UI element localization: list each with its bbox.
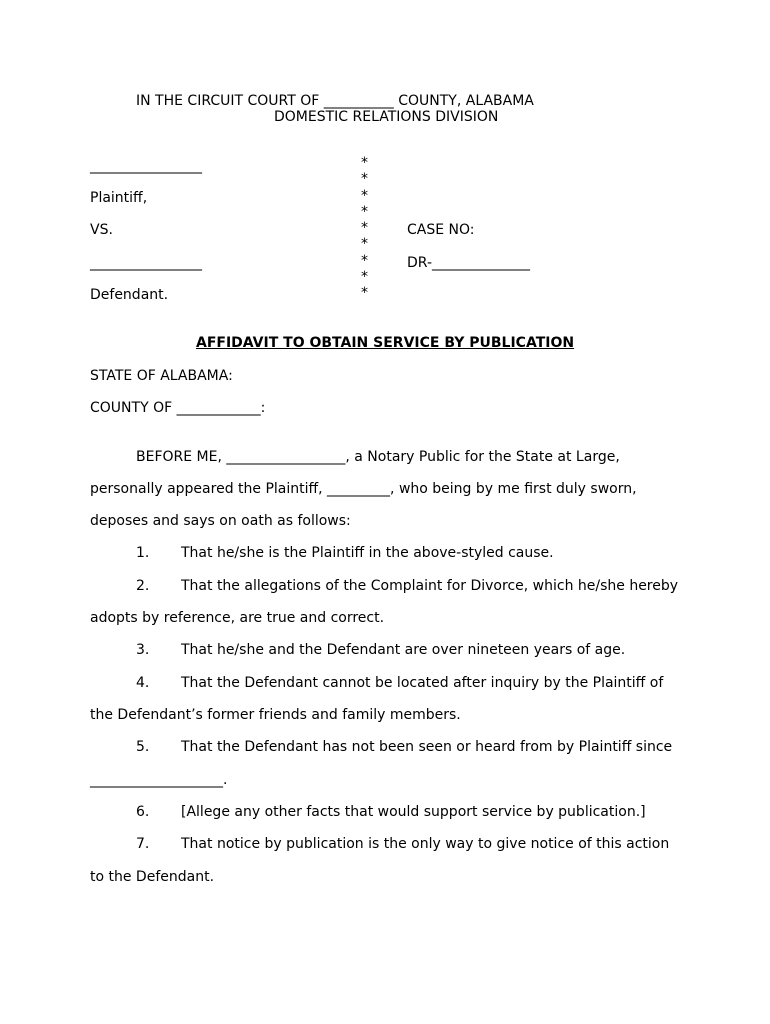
division-heading: DOMESTIC RELATIONS DIVISION [274, 109, 499, 125]
separator-star: * [361, 285, 368, 302]
separator-star: * [361, 236, 368, 253]
versus-label: VS. [90, 222, 113, 238]
item-number: 5. [136, 739, 150, 755]
item-number: 7. [136, 836, 150, 852]
plaintiff-label: Plaintiff, [90, 190, 148, 206]
item-number: 6. [136, 804, 150, 820]
venue-county: COUNTY OF ____________: [90, 400, 266, 416]
case-number: DR-______________ [407, 255, 530, 271]
item-text-continued: ___________________. [90, 772, 228, 788]
separator-star: * [361, 155, 368, 171]
court-heading: IN THE CIRCUIT COURT OF __________ COUNTY, ALABAMA [136, 93, 534, 109]
document-title: AFFIDAVIT TO OBTAIN SERVICE BY PUBLICATION [196, 335, 575, 351]
case-no-label: CASE NO: [407, 222, 475, 238]
separator-star: * [361, 220, 368, 237]
caption-separator [361, 155, 368, 302]
item-text: That he/she and the Defendant are over nineteen years of age. [181, 642, 626, 658]
item-text-continued: adopts by reference, are true and correct. [90, 610, 385, 626]
defendant-label: Defendant. [90, 287, 169, 303]
item-text: [Allege any other facts that would support service by publication.] [181, 804, 646, 820]
separator-star: * [361, 252, 368, 269]
defendant-name-blank: ________________ [90, 255, 202, 271]
item-number: 2. [136, 578, 150, 594]
item-text-continued: the Defendant’s former friends and family members. [90, 707, 461, 723]
item-text: That the Defendant has not been seen or heard from by Plaintiff since [181, 739, 673, 755]
item-number: 4. [136, 675, 150, 691]
item-text: That notice by publication is the only way to give notice of this action [181, 836, 670, 852]
intro-line-2: personally appeared the Plaintiff, _________, who being by me first duly sworn, [90, 481, 637, 497]
item-text: That the allegations of the Complaint for Divorce, which he/she hereby [181, 578, 679, 594]
item-number: 3. [136, 642, 150, 658]
intro-line-1: BEFORE ME, _________________, a Notary Public for the State at Large, [136, 449, 620, 465]
venue-state: STATE OF ALABAMA: [90, 368, 233, 384]
separator-star: * [361, 187, 368, 204]
separator-star: * [361, 203, 368, 220]
item-text-continued: to the Defendant. [90, 869, 215, 885]
separator-star: * [361, 171, 368, 188]
intro-line-3: deposes and says on oath as follows: [90, 513, 351, 529]
plaintiff-name-blank: ________________ [90, 158, 202, 174]
item-text: That he/she is the Plaintiff in the above-styled cause. [181, 545, 554, 561]
item-number: 1. [136, 545, 150, 561]
separator-star: * [361, 269, 368, 286]
item-text: That the Defendant cannot be located after inquiry by the Plaintiff of [181, 675, 664, 691]
